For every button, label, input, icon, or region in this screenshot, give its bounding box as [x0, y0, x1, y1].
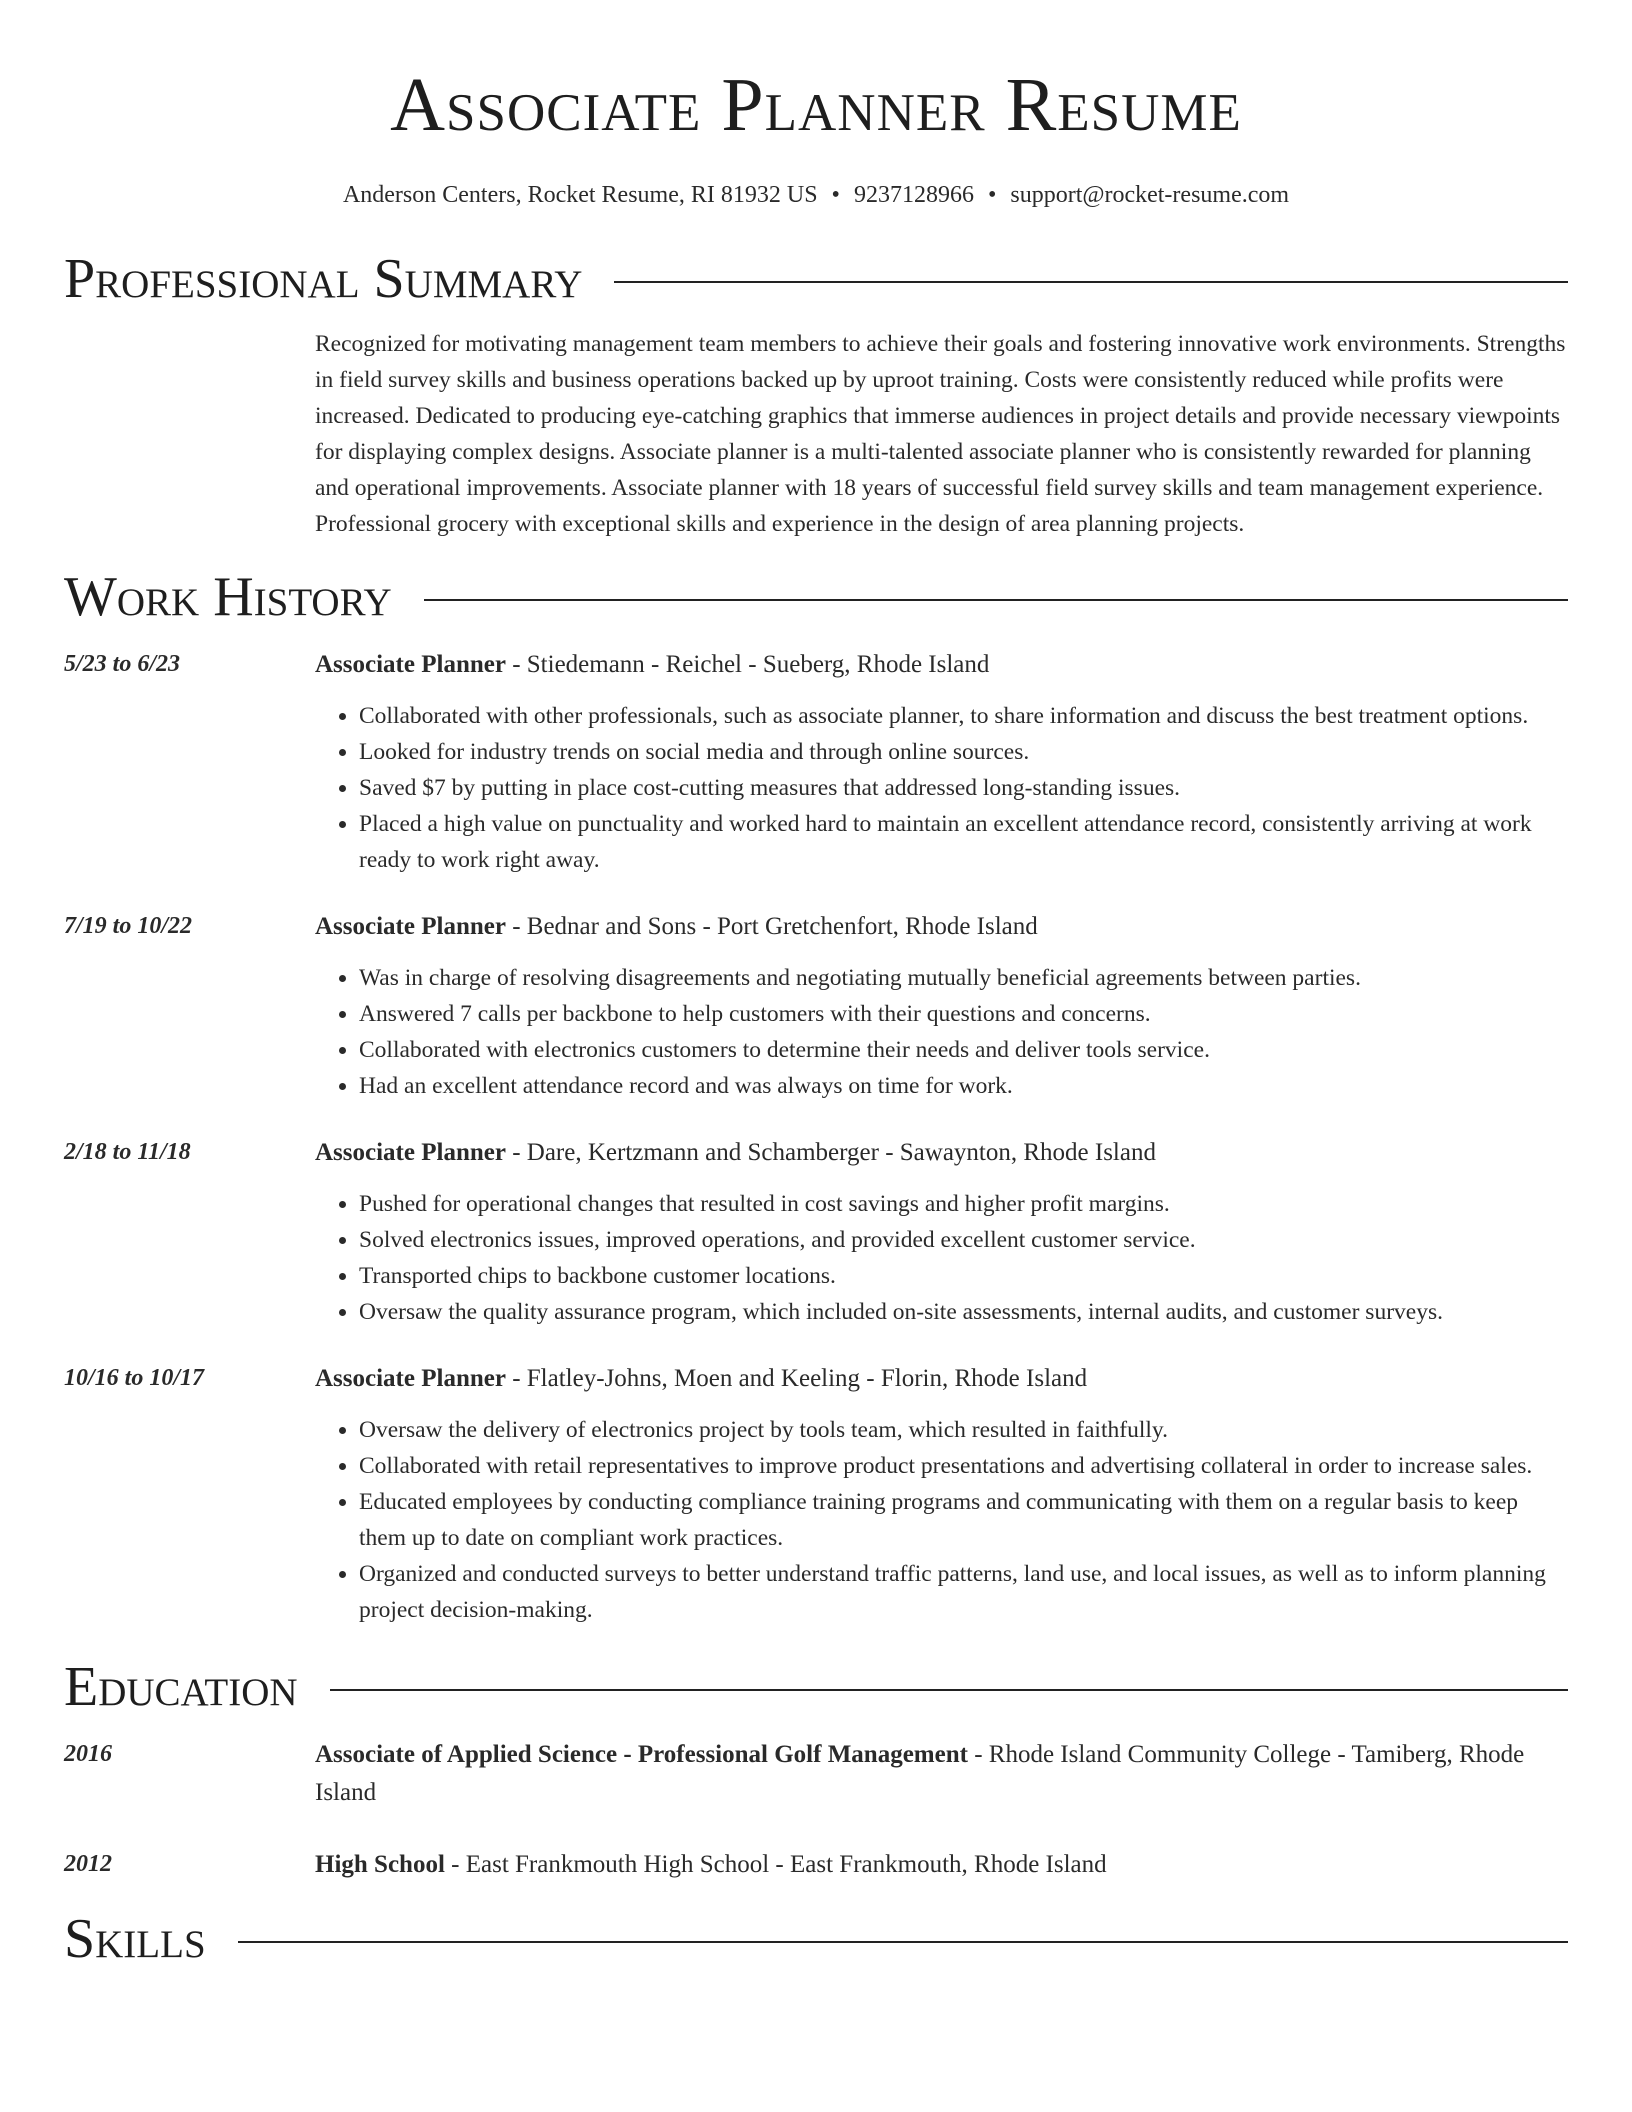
- job-dates: 5/23 to 6/23: [64, 651, 181, 677]
- list-item: • Collaborated with other professionals, such as associate planner, to share information and discuss the best treatment options.: [359, 698, 1568, 734]
- list-item: • Educated employees by conducting compliance training programs and communicating with them on a regular basis to keep them up to date on compliant work practices.: [359, 1484, 1568, 1556]
- list-item: • Transported chips to backbone customer locations.: [359, 1258, 1568, 1294]
- job-dates: 2/18 to 11/18: [64, 1139, 191, 1165]
- job-bullets: [315, 1412, 1568, 1628]
- education-section-header: [64, 1654, 1568, 1720]
- section-divider: [330, 1689, 1568, 1691]
- education-entry: [64, 1846, 1568, 1884]
- job-role: Associate Planner: [315, 1365, 506, 1392]
- job-entry: [64, 1134, 1568, 1330]
- education-year: 2016: [64, 1741, 112, 1767]
- resume-page: [64, 0, 1568, 1972]
- job-bullets: [315, 1186, 1568, 1330]
- list-item: • Answered 7 calls per backbone to help customers with their questions and concerns.: [359, 996, 1568, 1032]
- job-headline: [315, 646, 1568, 684]
- list-item: • Pushed for operational changes that resulted in cost savings and higher profit margins.: [359, 1186, 1568, 1222]
- education-headline: [315, 1736, 1568, 1812]
- list-item: • Solved electronics issues, improved operations, and provided excellent customer service.: [359, 1222, 1568, 1258]
- job-role: Associate Planner: [315, 651, 506, 678]
- job-details: - Flatley-Johns, Moen and Keeling - Florin, Rhode Island: [505, 1365, 1088, 1392]
- list-item: • Saved $7 by putting in place cost-cutting measures that addressed long-standing issues.: [359, 770, 1568, 806]
- education-list: [64, 1736, 1568, 1884]
- job-headline: [315, 1360, 1568, 1398]
- education-details: - Rhode Island Community College - Tamiberg, Rhode Island: [315, 1741, 1525, 1806]
- section-divider: [238, 1941, 1568, 1943]
- job-details: - Stiedemann - Reichel - Sueberg, Rhode Island: [505, 651, 990, 678]
- job-headline: [315, 1134, 1568, 1172]
- education-degree: Associate of Applied Science - Professional Golf Management: [315, 1741, 968, 1768]
- list-item: • Collaborated with electronics customers to determine their needs and deliver tools service.: [359, 1032, 1568, 1068]
- education-headline: [315, 1846, 1568, 1884]
- job-bullets: [315, 698, 1568, 878]
- list-item: • Placed a high value on punctuality and worked hard to maintain an excellent attendance record, consistently arriving at work ready to work right away.: [359, 806, 1568, 878]
- list-item: • Looked for industry trends on social media and through online sources.: [359, 734, 1568, 770]
- job-headline: [315, 908, 1568, 946]
- job-role: Associate Planner: [315, 913, 506, 940]
- summary-section-header: [64, 246, 1568, 312]
- job-entry: [64, 1360, 1568, 1628]
- contact-email: support@rocket-resume.com: [1010, 182, 1290, 208]
- summary-text: Recognized for motivating management team members to achieve their goals and fostering innovative work environments. Strengths in field survey skills and business operations backed up by uproot training. Costs were consistently reduced while profits were increased. Dedicated to producing eye-catching graphics that immerse audiences in project details and provide necessary viewpoints for displaying complex designs. Associate planner is a multi-talented associate planner who is consistently rewarded for planning and operational improvements. Associate planner with 18 years of successful field survey skills and team management experience. Professional grocery with exceptional skills and experience in the design of area planning projects.: [315, 331, 1566, 537]
- section-divider: [614, 281, 1568, 283]
- job-role: Associate Planner: [315, 1139, 506, 1166]
- list-item: • Organized and conducted surveys to better understand traffic patterns, land use, and local issues, as well as to inform planning project decision-making.: [359, 1556, 1568, 1628]
- skills-section-header: [64, 1906, 1568, 1972]
- section-title: Education: [64, 1656, 298, 1718]
- resume-title: Associate Planner Resume: [390, 63, 1242, 147]
- list-item: • Had an excellent attendance record and was always on time for work.: [359, 1068, 1568, 1104]
- education-entry: [64, 1736, 1568, 1812]
- contact-address: Anderson Centers, Rocket Resume, RI 81932 US: [342, 182, 818, 208]
- work-history-list: [64, 646, 1568, 1628]
- job-details: - Dare, Kertzmann and Schamberger - Sawaynton, Rhode Island: [505, 1139, 1156, 1166]
- section-title: Skills: [64, 1908, 206, 1970]
- education-degree: High School: [315, 1851, 445, 1878]
- list-item: • Oversaw the quality assurance program, which included on-site assessments, internal audits, and customer surveys.: [359, 1294, 1568, 1330]
- contact-separator: •: [831, 182, 840, 208]
- section-title: Work History: [64, 566, 392, 628]
- section-divider: [424, 599, 1568, 601]
- contact-phone: 9237128966: [853, 182, 974, 208]
- list-item: • Oversaw the delivery of electronics project by tools team, which resulted in faithfully.: [359, 1412, 1568, 1448]
- education-details: - East Frankmouth High School - East Frankmouth, Rhode Island: [444, 1851, 1107, 1878]
- job-details: - Bednar and Sons - Port Gretchenfort, Rhode Island: [505, 913, 1038, 940]
- job-entry: [64, 908, 1568, 1104]
- list-item: • Collaborated with retail representatives to improve product presentations and advertising collateral in order to increase sales.: [359, 1448, 1568, 1484]
- job-bullets: [315, 960, 1568, 1104]
- job-dates: 7/19 to 10/22: [64, 913, 193, 939]
- job-dates: 10/16 to 10/17: [64, 1365, 205, 1391]
- list-item: • Was in charge of resolving disagreements and negotiating mutually beneficial agreements between parties.: [359, 960, 1568, 996]
- job-entry: [64, 646, 1568, 878]
- section-title: Professional Summary: [64, 248, 583, 310]
- contact-separator: •: [987, 182, 997, 208]
- work-section-header: [64, 564, 1568, 630]
- contact-line: [64, 180, 1568, 210]
- education-year: 2012: [64, 1851, 112, 1877]
